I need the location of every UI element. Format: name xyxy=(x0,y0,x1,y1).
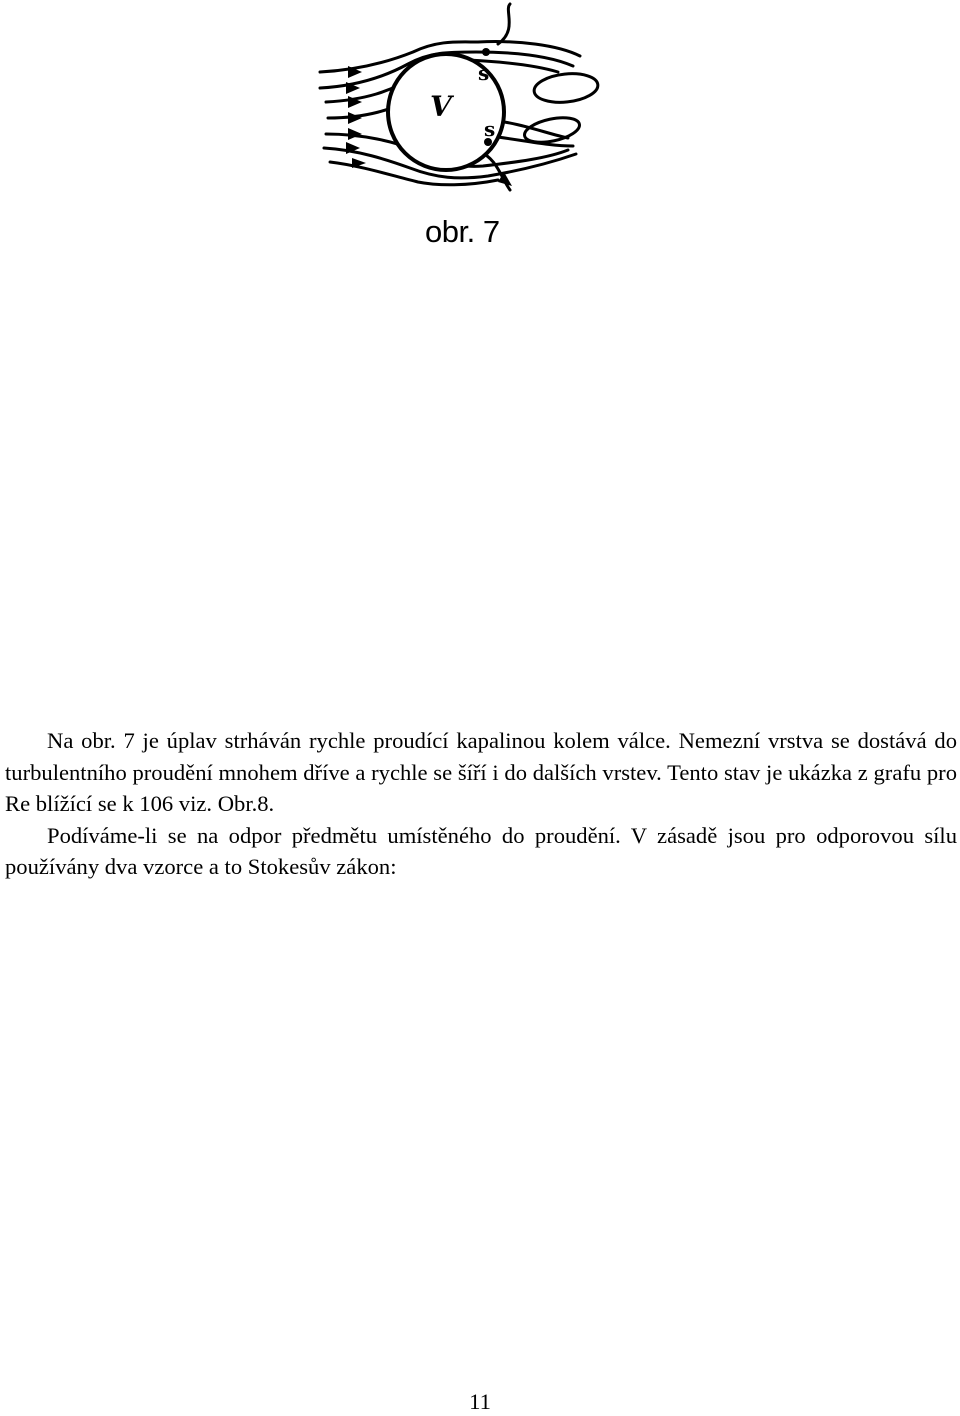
separation-line xyxy=(498,4,510,44)
flow-around-cylinder-figure xyxy=(318,0,618,200)
flow-diagram xyxy=(318,0,618,200)
arrowhead xyxy=(348,128,362,140)
arrowhead xyxy=(348,112,362,124)
wake-eddy xyxy=(522,113,581,146)
page-number: 11 xyxy=(469,1389,491,1414)
body-text xyxy=(5,725,957,883)
wake-eddy xyxy=(533,71,600,106)
separation-point xyxy=(482,48,490,56)
velocity-label: V xyxy=(430,90,452,123)
separation-label-lower: s xyxy=(484,117,496,141)
figure-caption: obr. 7 xyxy=(425,214,500,249)
separation-label-upper: s xyxy=(478,61,490,85)
paragraph-2: Podíváme-li se na odpor předmětu umístěného do proudění. V zásadě jsou pro odporovou sílu používány dva vzorce a to Stokesův zákon: xyxy=(5,822,957,879)
paragraph-1: Na obr. 7 je úplav strháván rychle proudící kapalinou kolem válce. Nemezní vrstva se dostává do turbulentního proudění mnohem dříve a rychle se šíří i do dalších vrstev. Tento stav je ukázka z grafu pro Re blížící se k 106 viz. Obr.8. xyxy=(5,728,957,816)
